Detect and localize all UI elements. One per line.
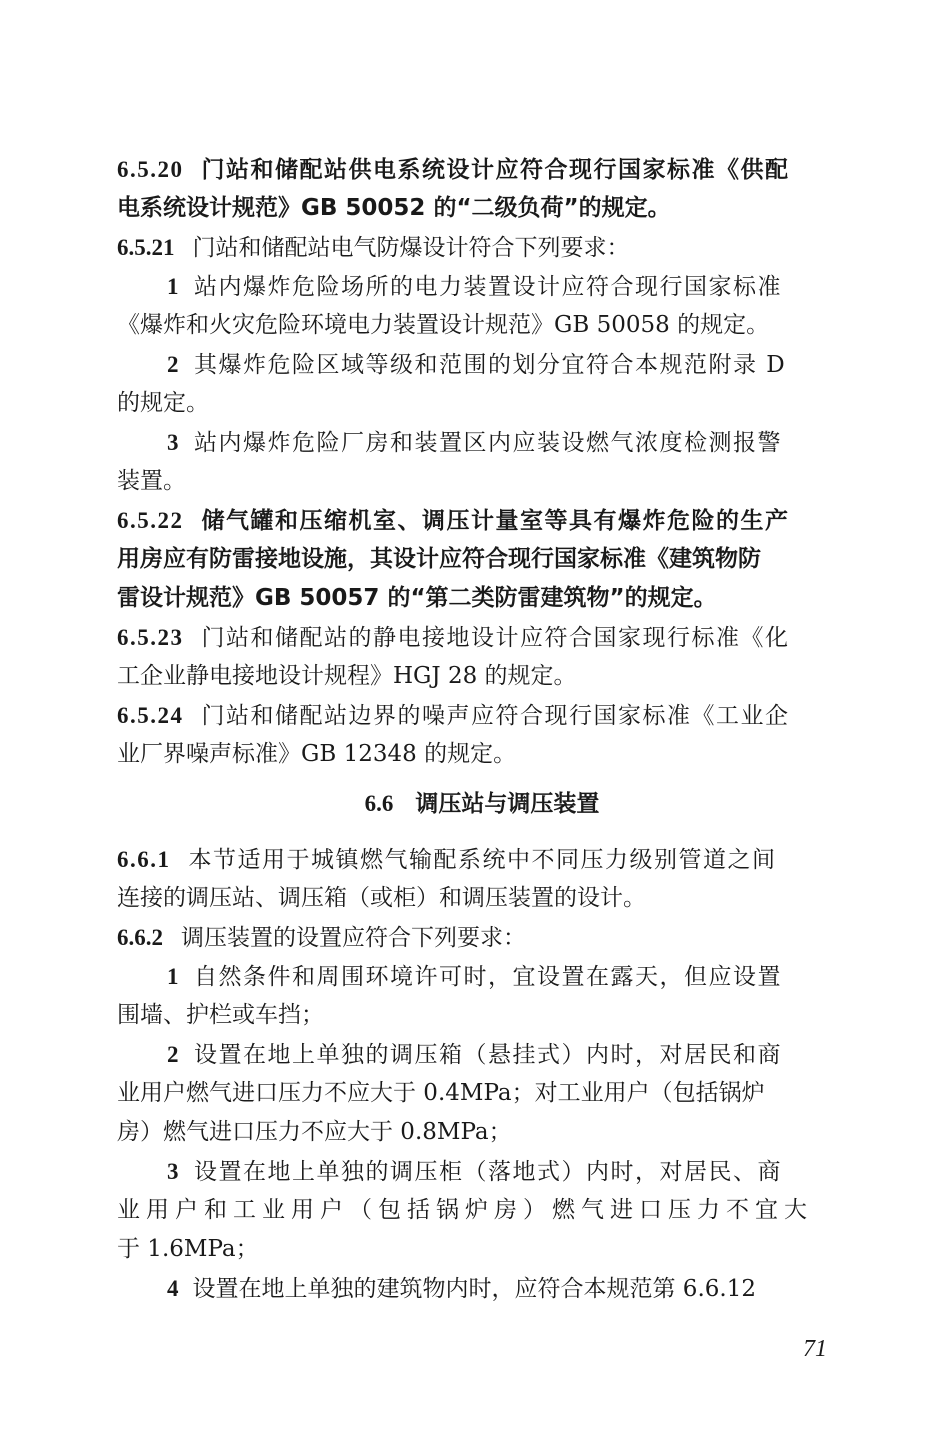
- item-number: 1: [167, 964, 180, 989]
- clause-line: 业厂界噪声标准》GB 12348 的规定。: [117, 741, 517, 767]
- item-text: 自然条件和周围环境许可时，宜设置在露天，但应设置: [194, 964, 782, 990]
- clause-line: [117, 840, 847, 879]
- clause-number: 6.6.1: [117, 847, 171, 872]
- clause-line: 用房应有防雷接地设施，其设计应符合现行国家标准《建筑物防: [117, 546, 761, 572]
- item-continuation: 的规定。: [117, 390, 209, 416]
- item-continuation: 《爆炸和火灾危险环境电力装置设计规范》GB 50058 的规定。: [117, 312, 770, 338]
- clause-number: 6.6.2: [117, 925, 163, 950]
- clause-line: [117, 618, 847, 657]
- section-heading: [117, 784, 847, 823]
- clause-number: 6.5.24: [117, 703, 184, 728]
- item-text: 设置在地上单独的建筑物内时，应符合本规范第 6.6.12: [192, 1276, 756, 1302]
- page-content: [117, 150, 847, 1308]
- list-item: [117, 1269, 847, 1308]
- clause-line: 连接的调压站、调压箱（或柜）和调压装置的设计。: [117, 885, 646, 911]
- item-number: 2: [167, 1042, 180, 1067]
- item-text: 其爆炸危险区域等级和范围的划分宜符合本规范附录 D: [194, 352, 787, 378]
- clause-line: 电系统设计规范》GB 50052 的“二级负荷”的规定。: [117, 195, 671, 221]
- clause-line: [117, 918, 847, 957]
- clause-line: [117, 150, 847, 189]
- clause-text: 储气罐和压缩机室、调压计量室等具有爆炸危险的生产: [201, 508, 790, 534]
- clause-line: [117, 228, 847, 267]
- clause-6-5-21: [117, 228, 847, 501]
- clause-text: 调压装置的设置应符合下列要求：: [181, 925, 526, 951]
- clause-text: 门站和储配站边界的噪声应符合现行国家标准《工业企: [201, 703, 790, 729]
- item-continuation: 围墙、护栏或车挡；: [117, 1002, 324, 1028]
- item-continuation: 业用户燃气进口压力不应大于 0.4MPa；对工业用户（包括锅炉: [117, 1080, 765, 1106]
- clause-text: 本节适用于城镇燃气输配系统中不同压力级别管道之间: [188, 847, 777, 873]
- list-item: [117, 957, 847, 996]
- item-number: 1: [167, 274, 180, 299]
- clause-line: [117, 696, 847, 735]
- list-item: [117, 345, 847, 384]
- page-number: 71: [803, 1336, 827, 1362]
- item-continuation: 业用户和工业用户（包括锅炉房）燃气进口压力不宜大: [117, 1197, 813, 1223]
- item-number: 3: [167, 1159, 180, 1184]
- clause-text: 门站和储配站的静电接地设计应符合国家现行标准《化: [201, 625, 790, 651]
- item-continuation: 装置。: [117, 468, 186, 494]
- item-text: 站内爆炸危险场所的电力装置设计应符合现行国家标准: [194, 274, 782, 300]
- clause-6-5-20: [117, 150, 847, 228]
- clause-number: 6.5.22: [117, 508, 184, 533]
- clause-6-5-23: [117, 618, 847, 696]
- list-item: [117, 423, 847, 462]
- clause-number: 6.5.23: [117, 625, 184, 650]
- item-continuation: 于 1.6MPa；: [117, 1236, 259, 1262]
- item-number: 4: [167, 1276, 179, 1301]
- item-text: 设置在地上单独的调压箱（悬挂式）内时，对居民和商: [194, 1042, 782, 1068]
- list-item: [117, 267, 847, 306]
- section-number: 6.6: [364, 791, 394, 816]
- clause-6-6-1: [117, 840, 847, 918]
- list-item: [117, 1035, 847, 1074]
- list-item: [117, 1152, 847, 1191]
- clause-6-5-24: [117, 696, 847, 774]
- clause-line: 雷设计规范》GB 50057 的“第二类防雷建筑物”的规定。: [117, 585, 717, 611]
- clause-text: 门站和储配站供电系统设计应符合现行国家标准《供配: [201, 157, 790, 183]
- item-text: 设置在地上单独的调压柜（落地式）内时，对居民、商: [194, 1159, 782, 1185]
- clause-6-5-22: [117, 501, 847, 618]
- item-number: 3: [167, 430, 180, 455]
- clause-number: 6.5.20: [117, 157, 184, 182]
- item-number: 2: [167, 352, 180, 377]
- clause-text: 门站和储配站电气防爆设计符合下列要求：: [192, 235, 630, 261]
- clause-6-6-2: [117, 918, 847, 1308]
- clause-number: 6.5.21: [117, 235, 175, 260]
- section-title: 调压站与调压装置: [415, 791, 600, 817]
- item-text: 站内爆炸危险厂房和装置区内应装设燃气浓度检测报警: [194, 430, 782, 456]
- clause-line: 工企业静电接地设计规程》HGJ 28 的规定。: [117, 663, 577, 689]
- clause-line: [117, 501, 847, 540]
- item-continuation: 房）燃气进口压力不应大于 0.8MPa；: [117, 1119, 512, 1145]
